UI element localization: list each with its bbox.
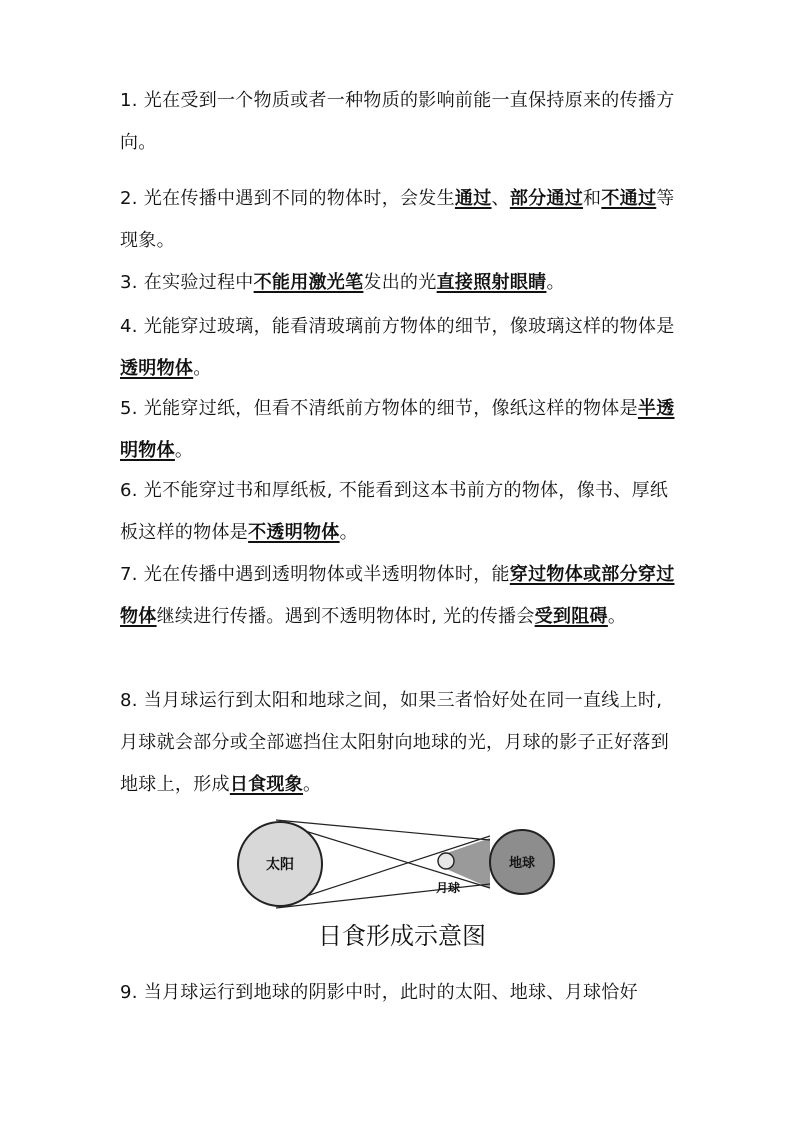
- text-segment: 2. 光在传播中遇到不同的物体时，会发生: [120, 188, 455, 209]
- paragraph-7: [120, 554, 680, 638]
- text-segment: 和: [583, 188, 602, 209]
- text-segment: 6. 光不能穿过书和厚纸板, 不能看到这本书前方的物体，像书、厚纸板这样的物体是: [120, 480, 669, 543]
- text-segment: 、: [491, 188, 510, 209]
- eclipse-figure: [236, 812, 566, 964]
- paragraph-8: [120, 680, 680, 806]
- text-segment: 继续进行传播。遇到不透明物体时, 光的传播会: [156, 606, 535, 627]
- keyword-highlight: 受到阻碍: [534, 606, 608, 627]
- sun-label: 太阳: [266, 857, 294, 873]
- diagram-caption: 日食形成示意图: [318, 922, 486, 950]
- text-segment: 4. 光能穿过玻璃，能看清玻璃前方物体的细节，像玻璃这样的物体是: [120, 316, 675, 337]
- keyword-highlight: 透明物体: [120, 358, 194, 379]
- text-segment: 9. 当月球运行到地球的阴影中时，此时的太阳、地球、月球恰好: [120, 982, 638, 1003]
- text-segment: 等现象。: [120, 188, 675, 251]
- text-segment: 3. 在实验过程中: [120, 272, 254, 293]
- keyword-highlight: 不通过: [601, 188, 657, 209]
- keyword-highlight: 穿过物体或部分穿过物体: [120, 564, 675, 627]
- paragraph-9: [120, 972, 680, 1014]
- text-segment: 。: [303, 774, 322, 795]
- text-segment: 。: [607, 606, 627, 627]
- text-segment: 。: [193, 358, 212, 379]
- keyword-highlight: 日食现象: [229, 774, 304, 795]
- paragraph-2: [120, 178, 680, 262]
- keyword-highlight: 不能用激光笔: [253, 272, 364, 293]
- moon-circle: [438, 853, 454, 869]
- keyword-highlight: 不透明物体: [248, 522, 340, 543]
- paragraph-5: [120, 388, 680, 472]
- earth-label: 地球: [508, 856, 536, 871]
- solar-eclipse-diagram: [236, 812, 566, 964]
- keyword-highlight: 直接照射眼睛: [436, 272, 547, 293]
- text-segment: 1. 光在受到一个物质或者一种物质的影响前能一直保持原来的传播方向。: [120, 90, 675, 153]
- text-segment: 。: [546, 272, 565, 293]
- text-segment: 。: [339, 522, 358, 543]
- moon-label: 月球: [435, 881, 461, 895]
- text-segment: 。: [174, 440, 194, 461]
- keyword-highlight: 通过: [454, 188, 492, 209]
- text-segment: 发出的光: [363, 272, 437, 293]
- keyword-highlight: 部分通过: [509, 188, 584, 209]
- paragraph-4: [120, 306, 680, 390]
- text-segment: 5. 光能穿过纸，但看不清纸前方物体的细节，像纸这样的物体是: [120, 398, 638, 419]
- paragraph-6: [120, 470, 680, 554]
- paragraph-3: [120, 262, 680, 304]
- keyword-highlight: 半透明物体: [120, 398, 675, 461]
- paragraph-1: [120, 80, 680, 164]
- text-segment: 7. 光在传播中遇到透明物体或半透明物体时，能: [120, 564, 510, 585]
- text-segment: 8. 当月球运行到太阳和地球之间，如果三者恰好处在同一直线上时, 月球就会部分或全部遮挡住太阳射向地球的光，月球的影子正好落到地球上，形成: [120, 690, 669, 795]
